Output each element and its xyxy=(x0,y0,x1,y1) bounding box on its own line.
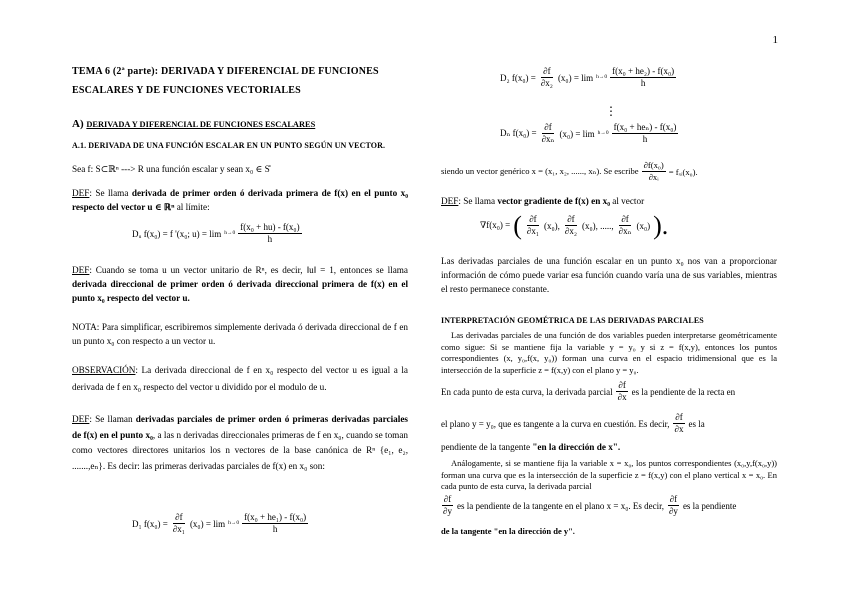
def1-tail: al límite: xyxy=(174,202,210,212)
interp-line-3 xyxy=(441,412,705,435)
chapter-title-line1: TEMA 6 (2ª parte): DERIVADA Y DIFERENCIAL DE FUNCIONES xyxy=(72,66,379,77)
grad-p1-den: ∂x₁ xyxy=(526,226,540,236)
def1-label: DEF xyxy=(72,188,90,198)
eq1-lhs: Dᵤ f(x₀) = f '(x₀; u) = lim xyxy=(132,228,222,239)
def2-label: DEF xyxy=(72,265,90,275)
eq2-lim-sub: h→0 xyxy=(228,520,240,526)
eq4-numerator: f(x₀ + heₙ) - f(x₀) xyxy=(613,122,677,132)
grad-p1-arg: (x₀), xyxy=(544,220,560,231)
eq1-numerator: f(x₀ + hu) - f(x₀) xyxy=(240,222,300,232)
interp-line-4 xyxy=(441,440,777,454)
def3-paragraph xyxy=(72,412,408,474)
interp-p6-den: ∂y xyxy=(443,506,452,516)
vertical-dots: ⋮ xyxy=(605,104,617,118)
interp-paragraph-1: Las derivadas parciales de una función de dos variables pueden interpretarse geométricamente como sigue: Si se mantiene fija la variable y = y₀ y si z = f(x,y), entonces los puntos correspondientes (x, y₀,f(x, y₀)) forman una curva en el espacio tridimensional que es la intersección de la superficie z = f(x,y) con el plano y = y₀. xyxy=(441,330,777,375)
grad-p2-num: ∂f xyxy=(567,214,575,224)
eq1-denominator: h xyxy=(267,234,273,244)
eq2-mid: (x₀) = lim xyxy=(189,518,226,529)
def3-bold: derivadas parciales de primer orden ó primeras derivadas parciales de f(x) en el punto x₀ xyxy=(72,414,408,440)
interp-line-2 xyxy=(441,380,735,403)
equation-gradient xyxy=(480,210,669,240)
eq4-frac-num: ∂f xyxy=(544,122,552,132)
subsection-heading: A.1. DERIVADA DE UNA FUNCIÓN ESCALAR EN UN PUNTO SEGÚN UN VECTOR. xyxy=(72,141,386,150)
interp-p4a: pendiente de la tangente xyxy=(441,442,533,452)
interp-line-7: de la tangente "en la dirección de y". xyxy=(441,526,575,536)
grad-p2-den: ∂x₂ xyxy=(564,226,577,236)
equation-partial-2 xyxy=(500,66,676,89)
eq4-mid: (x₀) = lim xyxy=(559,128,595,139)
grad-lhs: ∇f(x₀) = xyxy=(480,220,511,230)
interp-heading: INTERPRETACIÓN GEOMÉTRICA DE LAS DERIVADAS PARCIALES xyxy=(441,316,704,325)
chapter-title xyxy=(72,62,408,100)
def4-label: DEF xyxy=(441,196,459,206)
def4-tail: al vector xyxy=(609,196,645,206)
interp-p2b: es la pendiente de la recta en xyxy=(631,386,736,397)
interp-p4b: "en la dirección de x". xyxy=(532,442,621,452)
eq3-numerator: f(x₀ + he₂) - f(x₀) xyxy=(612,66,675,76)
interp-p6a: es la pendiente de la tangente en el plano x = x₀. Es decir, xyxy=(456,500,664,511)
interp-p3b: es la xyxy=(688,418,705,429)
siendo-line xyxy=(441,160,698,183)
section-a-heading xyxy=(72,117,408,132)
def2-paragraph xyxy=(72,263,408,305)
chapter-title-line2: ESCALARES Y DE FUNCIONES VECTORIALES xyxy=(72,85,301,96)
eq4-denominator: h xyxy=(642,134,648,144)
eq2-lhs: D₁ f(x₀) = xyxy=(132,518,168,529)
eq3-denominator: h xyxy=(640,78,646,88)
def1-text: : Se llama xyxy=(89,188,132,198)
equation-partial-n xyxy=(500,122,678,145)
interp-p3-num: ∂f xyxy=(675,412,683,422)
grad-p1-num: ∂f xyxy=(529,214,537,224)
grad-close-paren: ). xyxy=(653,210,669,240)
interp-p6c: es la pendiente xyxy=(682,500,737,511)
def2-text: : Cuando se toma u un vector unitario de Rⁿ, es decir, ‖u‖ = 1, entonces se llama xyxy=(89,265,408,275)
equation-directional-derivative xyxy=(132,222,302,245)
siendo-tail: = fₓᵢ(x₀). xyxy=(668,166,698,177)
interp-p6-num: ∂f xyxy=(443,494,452,504)
eq3-lhs: D₂ f(x₀) = xyxy=(500,72,536,83)
interp-p6b-num: ∂f xyxy=(669,494,678,504)
eq1-lim-sub: h→0 xyxy=(224,230,236,236)
def3-label: DEF xyxy=(72,414,90,424)
page-number: 1 xyxy=(772,34,778,46)
interp-p6b-den: ∂y xyxy=(668,506,678,516)
interp-paragraph-5: Análogamente, si se mantiene fija la variable x = x₀, los puntos correspondientes (x₀,y,f(x₀,y)) forman una curva que es la intersección de la superficie z = f(x,y) con el plano vertical x = x₀. En cada punto de esta curva, la derivada parcial xyxy=(441,458,777,491)
interp-p3a: el plano y = y₀, que es tangente a la curva en cuestión. Es decir, xyxy=(441,418,670,429)
eq3-frac-den: ∂x₂ xyxy=(540,78,553,88)
obs-text: : La derivada direccional de f en x₀ respecto del vector u es igual a la derivada de f en x₀ respecto del vector u dividido por el modulo de u. xyxy=(72,365,408,392)
siendo-frac-num: ∂f(x₀) xyxy=(643,160,664,170)
def2-bold: derivada direccional de primer orden ó derivada direccional primera de f(x) en el punto x₀ respecto del vector u xyxy=(72,279,408,303)
grad-open-paren: ( xyxy=(513,210,522,240)
def3-text1: : Se llaman xyxy=(89,414,136,424)
eq4-lim-sub: h→0 xyxy=(597,130,609,136)
eq2-frac-den: ∂x₁ xyxy=(172,524,185,534)
nota-paragraph: NOTA: Para simplificar, escribiremos simplemente derivada ó derivada direccional de f en un punto x₀ con respecto a un vector u. xyxy=(72,322,408,346)
eq4-lhs: Dₙ f(x₀) = xyxy=(500,128,537,138)
interp-p3-den: ∂x xyxy=(674,424,684,434)
siendo-text: siendo un vector genérico x = (x₁, x₂, ......, xₙ). Se escribe xyxy=(441,166,639,176)
def1-bold: derivada de primer orden ó derivada primera de f(x) en el punto x₀ respecto del vector u ∈ ℝⁿ xyxy=(72,188,408,212)
eq2-numerator: f(x₀ + he₁) - f(x₀) xyxy=(244,512,307,522)
eq3-lim-sub: h→0 xyxy=(596,74,608,80)
interp-p2a: En cada punto de esta curva, la derivada parcial xyxy=(441,386,613,397)
eq3-mid: (x₀) = lim xyxy=(557,72,594,83)
obs-label: OBSERVACIÓN xyxy=(72,365,136,375)
def4-text: : Se llama xyxy=(458,196,498,206)
def4-bold: vector gradiente de f(x) en x₀ xyxy=(497,196,610,206)
grad-pn-num: ∂f xyxy=(621,214,629,224)
def4-paragraph xyxy=(441,194,777,208)
interp-line-6 xyxy=(441,494,736,517)
gradient-explanation: Las derivadas parciales de una función escalar en un punto x₀ nos van a proporcionar información de cómo puede variar esa función cuando varía una de sus variables, mientras el resto permanece constante. xyxy=(441,256,777,294)
equation-partial-1 xyxy=(132,512,308,535)
observacion-paragraph xyxy=(72,362,408,396)
grad-p2-arg: (x₀), ....., xyxy=(582,220,614,231)
def2-end: . xyxy=(187,293,190,303)
section-a-number: A) xyxy=(72,118,84,130)
eq1-fraction xyxy=(238,222,301,245)
interp-p2-num: ∂f xyxy=(618,380,626,390)
def3-text2: , a las n derivadas direccionales primeras de f en x₀, cuando se toman como vectores directores unitarios los n vectores de la base canónica de Rⁿ {e₁, e₂, .......,eₙ}. Es decir: las primeras derivadas parciales de f(x) en x₀ son: xyxy=(72,429,409,471)
eq2-denominator: h xyxy=(272,524,278,534)
siendo-frac-den: ∂xᵢ xyxy=(648,172,659,182)
def1-paragraph xyxy=(72,186,408,214)
grad-pn-arg: (x₀) xyxy=(636,220,651,231)
eq3-frac-num: ∂f xyxy=(543,66,551,76)
eq2-frac-num: ∂f xyxy=(175,512,183,522)
sea-line: Sea f: S⊂ℝⁿ ---> R una función escalar y sean x₀ ∈ S̊ xyxy=(72,164,270,174)
interp-p2-den: ∂x xyxy=(617,392,627,402)
section-a-title: DERIVADA Y DIFERENCIAL DE FUNCIONES ESCALARES xyxy=(86,120,316,129)
grad-pn-den: ∂xₙ xyxy=(618,226,632,236)
eq4-frac-den: ∂xₙ xyxy=(541,134,555,144)
